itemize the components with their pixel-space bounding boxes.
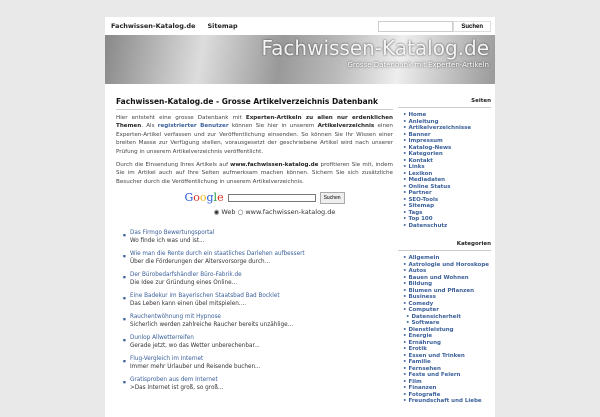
text-bold: Artikelverzeichnis [317, 123, 375, 130]
sidebar-category-link[interactable]: • Astrologie und Horoskope [403, 262, 491, 269]
site-title[interactable]: Fachwissen-Katalog.de [261, 36, 489, 60]
sidebar-category-link[interactable]: • Energie [403, 333, 491, 340]
sidebar-page-link[interactable]: • SEO-Tools [403, 197, 491, 204]
post-excerpt: Immer mehr Urlauber und Reisende buchen... [130, 364, 261, 371]
page-title: Fachwissen-Katalog.de - Grosse Artikelverzeichnis Datenbank [116, 97, 393, 110]
sidebar-category-link[interactable]: • Comedy [403, 301, 491, 308]
sidebar-page-link[interactable]: • Kontakt [403, 158, 491, 165]
sidebar-page-link[interactable]: • Home [403, 112, 491, 119]
sidebar-category-link[interactable]: • Allgemein [403, 255, 491, 262]
categories-heading: Kategorien [398, 241, 491, 251]
sidebar-page-link[interactable]: • Artikelverzeichnisse [403, 125, 491, 132]
google-search [136, 191, 393, 204]
sidebar-page-link[interactable]: • Mediadaten [403, 177, 491, 184]
post-link[interactable]: Dunlop Allwetterreifen [130, 335, 194, 342]
text-bold: www.fachwissen-katalog.de [230, 162, 319, 169]
nav-home[interactable]: Fachwissen-Katalog.de [111, 22, 196, 30]
sidebar-page-link[interactable]: • Tags [403, 210, 491, 217]
radio-site[interactable]: ○ www.fachwissen-katalog.de [237, 208, 336, 217]
sidebar-category-link[interactable]: • Familie [403, 359, 491, 366]
main-content [116, 97, 393, 397]
post-link[interactable]: Flug-Vergleich im Internet [130, 356, 204, 363]
pages-list [403, 112, 491, 229]
sidebar-page-link[interactable]: • Anleitung [403, 119, 491, 126]
text: können Sie hier in unserem [228, 123, 318, 130]
sidebar [398, 98, 491, 417]
post-item [130, 313, 393, 329]
header-banner [105, 35, 495, 84]
site-search [378, 21, 491, 32]
post-excerpt: Über die Förderungen der Altersvorsorge durch... [130, 259, 271, 266]
post-item [130, 229, 393, 245]
sidebar-page-link[interactable]: • Links [403, 164, 491, 171]
post-excerpt: Gerade jetzt, wo das Wetter unberechenbar... [130, 343, 260, 350]
second-paragraph [116, 161, 393, 186]
search-button[interactable]: Suchen [453, 21, 491, 32]
sidebar-category-link[interactable]: • Blumen und Pflanzen [403, 288, 491, 295]
sidebar-category-link[interactable]: • Fernsehen [403, 366, 491, 373]
text: Hier entsteht eine grosse Datenbank mit [116, 115, 246, 121]
sidebar-category-link[interactable]: • Business [403, 294, 491, 301]
sidebar-category-link[interactable]: • Erotik [403, 346, 491, 353]
sidebar-page-link[interactable]: • Sitemap [403, 203, 491, 210]
search-scope [156, 208, 393, 216]
sidebar-category-link[interactable]: • Film [403, 379, 491, 386]
radio-web-label: Web [221, 208, 236, 217]
sidebar-page-link[interactable]: • Katalog-News [403, 145, 491, 152]
sidebar-category-link[interactable]: • Datensicherheit [406, 314, 491, 321]
sidebar-page-link[interactable]: • Partner [403, 190, 491, 197]
sidebar-category-link[interactable]: • Freundschaft und Liebe [403, 398, 491, 405]
google-search-button[interactable]: Suchen [320, 192, 345, 204]
sidebar-category-link[interactable]: • Fotografie [403, 392, 491, 399]
sidebar-page-link[interactable]: • Kategorien [403, 151, 491, 158]
register-link[interactable]: registrierter Benutzer [157, 123, 229, 130]
post-excerpt: Sicherlich werden zahlreiche Raucher bereits unzählige... [130, 322, 294, 329]
sidebar-page-link[interactable]: • Banner [403, 132, 491, 139]
text: Durch die Einsendung Ihres Artikels auf [116, 162, 231, 169]
post-link[interactable]: Das Firmgo Bewertungsportal [130, 230, 215, 237]
post-item [130, 271, 393, 287]
sidebar-category-link[interactable]: • Dienstleistung [403, 327, 491, 334]
post-excerpt: Die Idee zur Gründung eines Online... [130, 280, 238, 287]
post-item [130, 250, 393, 266]
top-nav [105, 17, 495, 35]
page-container [105, 17, 495, 417]
sidebar-page-link[interactable]: • Online Status [403, 184, 491, 191]
post-excerpt: Wo finde ich was und ist... [130, 238, 205, 245]
sidebar-category-link[interactable]: • Feste und Feiern [403, 372, 491, 379]
sidebar-page-link[interactable]: • Datenschutz [403, 223, 491, 230]
sidebar-page-link[interactable]: • Lexikon [403, 171, 491, 178]
sidebar-category-link[interactable]: • Finanzen [403, 385, 491, 392]
site-subtitle: Grosse Datenbank mit Experten-Artikeln [347, 61, 489, 69]
sidebar-page-link[interactable]: • Top 100 [403, 216, 491, 223]
sidebar-category-link[interactable]: • Computer [403, 307, 491, 314]
post-link[interactable]: Gratisproben aus dem Internet [130, 377, 218, 384]
post-excerpt: >Das Internet ist groß, so groß... [130, 385, 224, 392]
sidebar-category-link[interactable]: • Autos [403, 268, 491, 275]
post-link[interactable]: Rauchentwöhnung mit Hypnose [130, 314, 221, 321]
sidebar-category-link[interactable]: • Essen und Trinken [403, 353, 491, 360]
post-item [130, 355, 393, 371]
sidebar-category-link[interactable]: • Ernährung [403, 340, 491, 347]
radio-site-label: www.fachwissen-katalog.de [245, 208, 336, 217]
post-link[interactable]: Der Bürobedarfshändler Büro-Fabrik.de [130, 272, 242, 279]
post-item [130, 376, 393, 392]
search-input[interactable] [378, 21, 453, 32]
sidebar-category-link[interactable]: • Bauen und Wohnen [403, 275, 491, 282]
post-item [130, 334, 393, 350]
post-excerpt: Das Leben kann einen übel mitspielen.... [130, 301, 247, 308]
google-search-input[interactable] [228, 194, 316, 202]
text: profitieren Sie mit, indem Sie im Artikel auch auf Ihre Seiten aufmerksam machen können. Sichern Sie sich zusätzliche Besucher durch die Veröffentlichung in unserem Artikelverzeichnis. [116, 162, 394, 185]
sidebar-category-link[interactable]: • Bildung [403, 281, 491, 288]
categories-list [403, 255, 491, 405]
nav-sitemap[interactable]: Sitemap [207, 22, 238, 30]
post-link[interactable]: Eine Badekur im Bayerischen Staatsbad Bad Bocklet [130, 293, 280, 300]
google-logo: Google [184, 191, 224, 205]
pages-heading: Seiten [398, 98, 491, 108]
radio-web[interactable]: ◉ Web [213, 208, 236, 217]
post-list [130, 229, 393, 392]
post-item [130, 292, 393, 308]
post-link[interactable]: Wie man die Rente durch ein staatliches Darlehen aufbessert [130, 251, 305, 258]
text: einen Experten-Artikel verfassen und zur Veröffentlichung einsenden. So können Sie Ihr Wissen einer breiten Masse zur Verfügung stellen, vorausgesetzt der geschriebene Artikel wird nach unserer Prüfung in unserem Artikelverzeichnis veröffentlicht. [116, 123, 393, 155]
intro-paragraph [116, 114, 393, 156]
sidebar-category-link[interactable]: • Software [406, 320, 491, 327]
text-bold: Experten-Artikeln zu allen nur erdenklichen Themen [116, 115, 393, 130]
sidebar-page-link[interactable]: • Impressum [403, 138, 491, 145]
text: . Als [141, 123, 158, 130]
